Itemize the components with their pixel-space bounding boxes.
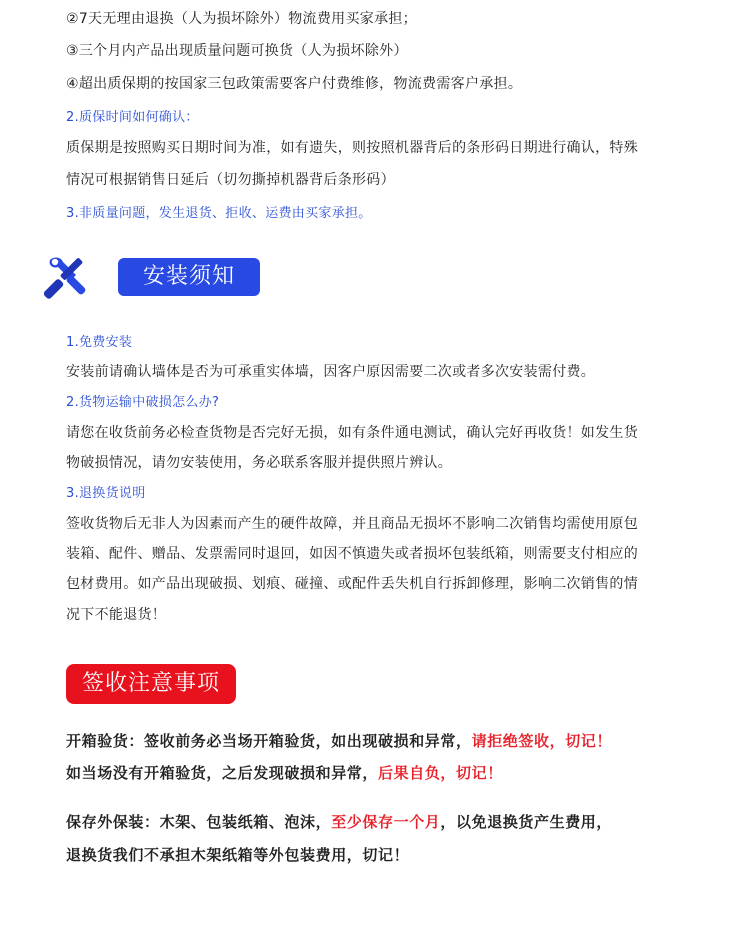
install-heading: 安装须知 [118,258,260,296]
free-install-title: 1.免费安装 [66,335,133,350]
policy-line-3: ③三个月内产品出现质量问题可换货（人为损坏除外） [66,43,408,59]
packaging-paragraph-line-1 [66,811,612,832]
return-text-2: 装箱、配件、赠品、发票需同时退回，如因不慎遗失或者损坏包装纸箱，则需要支付相应的 [66,546,638,562]
no-inspect-text: 如当场没有开箱验货，之后发现破损和异常， [66,764,379,782]
return-text-1: 签收货物后无非人为因素而产生的硬件故障，并且商品无损坏不影响二次销售均需使用原包 [66,516,638,532]
damage-text-1: 请您在收货前务必检查货物是否完好无损，如有条件通电测试，确认完好再收货！如发生货 [66,425,638,441]
packaging-text: 保存外保装：木架、包装纸箱、泡沫， [66,813,332,831]
warranty-question-title: 2.质保时间如何确认： [66,110,199,125]
damage-title: 2.货物运输中破损怎么办? [66,395,220,410]
no-inspect-warning: 后果自负，切记！ [378,764,503,782]
free-install-text: 安装前请确认墙体是否为可承重实体墙，因客户原因需要二次或者多次安装需付费。 [66,364,596,380]
packaging-warning: 至少保存一个月 [331,813,441,831]
tools-icon [44,254,96,302]
inspect-text: 开箱验货：签收前务必当场开箱验货，如出现破损和异常， [66,732,472,750]
packaging-paragraph-line-2: 退换货我们不承担木架纸箱等外包装费用，切记！ [66,846,410,864]
damage-text-2: 物破损情况，请勿安装使用，务必联系客服并提供照片辨认。 [66,455,453,471]
inspect-paragraph-line-1 [66,730,612,751]
policy-line-2: ②7天无理由退换（人为损坏除外）物流费用买家承担； [66,11,417,27]
non-quality-note: 3.非质量问题，发生退货、拒收、运费由买家承担。 [66,206,372,221]
warranty-text-1: 质保期是按照购买日期时间为准，如有遗失，则按照机器背后的条形码日期进行确认，特殊 [66,140,638,156]
policy-line-4: ④超出质保期的按国家三包政策需要客户付费维修，物流费需客户承担。 [66,76,523,92]
return-title: 3.退换货说明 [66,486,146,501]
inspect-warning: 请拒绝签收，切记！ [471,732,613,750]
packaging-text-tail: ，以免退换货产生费用， [440,813,613,831]
return-text-3: 包材费用。如产品出现破损、划痕、碰撞、或配件丢失机自行拆卸修理，影响二次销售的情 [66,576,638,592]
inspect-paragraph-line-2 [66,762,503,783]
warranty-text-2: 情况可根据销售日延后（切勿撕掉机器背后条形码） [66,172,395,188]
return-text-4: 况下不能退货！ [66,607,167,623]
signing-heading: 签收注意事项 [66,664,236,704]
